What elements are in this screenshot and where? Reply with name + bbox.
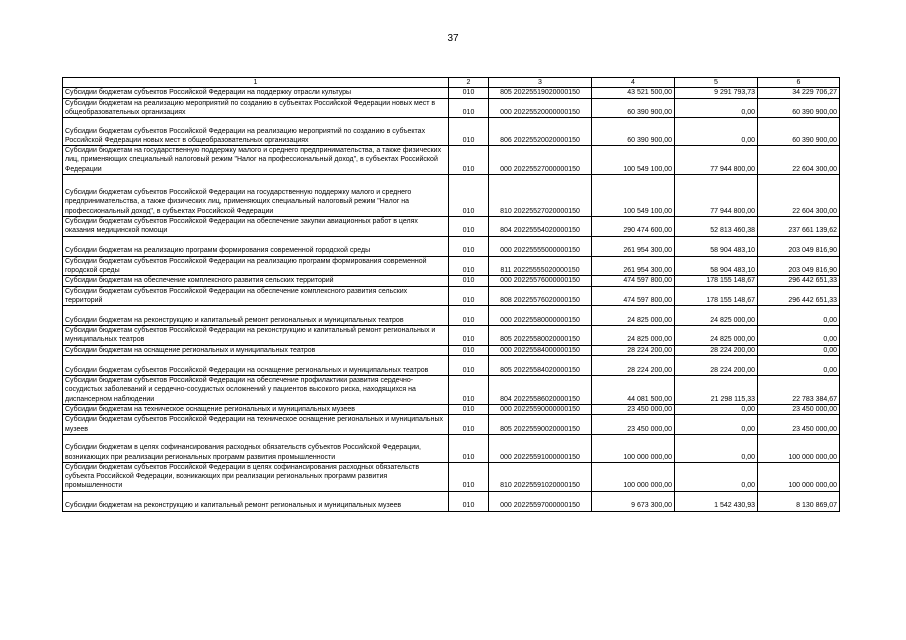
row-value-col-4: 44 081 500,00	[592, 376, 675, 405]
row-value-col-4: 24 825 000,00	[592, 306, 675, 326]
row-value-col-6: 60 390 900,00	[758, 98, 840, 118]
row-name-cell: Субсидии бюджетам субъектов Российской Федерации в целях софинансирования расходных обязательств субъекта Российской Федерации, возникающих при реализации региональных программ развития промышленности	[63, 462, 449, 491]
row-kbk-cell: 805 20225584020000150	[489, 356, 592, 376]
row-name-cell: Субсидии бюджетам субъектов Российской Федерации на оснащение региональных и муниципальных театров	[63, 356, 449, 376]
row-value-col-5: 178 155 148,67	[675, 286, 758, 306]
row-kbk-cell: 000 20225580000000150	[489, 306, 592, 326]
row-value-col-4: 28 224 200,00	[592, 345, 675, 355]
table-row	[63, 236, 840, 256]
row-name-cell: Субсидии бюджетам на реконструкцию и капитальный ремонт региональных и муниципальных театров	[63, 306, 449, 326]
row-code-cell: 010	[449, 217, 489, 237]
table-row	[63, 326, 840, 346]
row-name-cell: Субсидии бюджетам субъектов Российской Федерации на реализацию программ формирования современной городской среды	[63, 256, 449, 276]
row-value-col-5: 0,00	[675, 415, 758, 435]
row-code-cell: 010	[449, 276, 489, 286]
row-name-cell: Субсидии бюджетам на обеспечение комплексного развития сельских территорий	[63, 276, 449, 286]
header-col-6: 6	[758, 78, 840, 88]
row-value-col-5: 0,00	[675, 98, 758, 118]
header-col-4: 4	[592, 78, 675, 88]
row-kbk-cell: 000 20225576000000150	[489, 276, 592, 286]
row-code-cell: 010	[449, 491, 489, 511]
table-row	[63, 98, 840, 118]
table-row	[63, 376, 840, 405]
table-row	[63, 175, 840, 217]
row-name-cell: Субсидии бюджетам субъектов Российской Федерации на поддержку отрасли культуры	[63, 88, 449, 98]
row-value-col-5: 24 825 000,00	[675, 326, 758, 346]
table-row	[63, 217, 840, 237]
row-name-cell: Субсидии бюджетам на оснащение региональных и муниципальных театров	[63, 345, 449, 355]
row-code-cell: 010	[449, 356, 489, 376]
row-value-col-4: 261 954 300,00	[592, 256, 675, 276]
row-name-cell: Субсидии бюджетам субъектов Российской Федерации на обеспечение комплексного развития сельских территорий	[63, 286, 449, 306]
row-value-col-4: 100 000 000,00	[592, 434, 675, 462]
row-kbk-cell: 810 20225527020000150	[489, 175, 592, 217]
row-value-col-4: 23 450 000,00	[592, 415, 675, 435]
row-code-cell: 010	[449, 88, 489, 98]
row-value-col-4: 28 224 200,00	[592, 356, 675, 376]
row-value-col-5: 77 944 800,00	[675, 146, 758, 175]
row-kbk-cell: 808 20225576020000150	[489, 286, 592, 306]
row-value-col-4: 23 450 000,00	[592, 404, 675, 414]
row-code-cell: 010	[449, 404, 489, 414]
row-name-cell: Субсидии бюджетам субъектов Российской Федерации на обеспечение закупки авиационных работ в целях оказания медицинской помощи	[63, 217, 449, 237]
row-value-col-5: 28 224 200,00	[675, 345, 758, 355]
row-value-col-4: 9 673 300,00	[592, 491, 675, 511]
row-value-col-6: 203 049 816,90	[758, 256, 840, 276]
row-value-col-6: 203 049 816,90	[758, 236, 840, 256]
table-row	[63, 306, 840, 326]
table-row	[63, 491, 840, 511]
row-value-col-5: 21 298 115,33	[675, 376, 758, 405]
row-kbk-cell: 804 20225586020000150	[489, 376, 592, 405]
row-value-col-5: 28 224 200,00	[675, 356, 758, 376]
row-kbk-cell: 000 20225527000000150	[489, 146, 592, 175]
row-value-col-6: 0,00	[758, 345, 840, 355]
row-code-cell: 010	[449, 175, 489, 217]
table-row	[63, 286, 840, 306]
row-value-col-6: 8 130 869,07	[758, 491, 840, 511]
row-code-cell: 010	[449, 306, 489, 326]
row-code-cell: 010	[449, 236, 489, 256]
row-value-col-5: 1 542 430,93	[675, 491, 758, 511]
row-value-col-4: 100 549 100,00	[592, 146, 675, 175]
row-name-cell: Субсидии бюджетам в целях софинансирования расходных обязательств субъектов Российской Федерации, возникающих при реализации региональных программ развития промышленности	[63, 434, 449, 462]
row-value-col-4: 60 390 900,00	[592, 98, 675, 118]
table-row	[63, 404, 840, 414]
row-value-col-6: 23 450 000,00	[758, 404, 840, 414]
row-value-col-5: 52 813 460,38	[675, 217, 758, 237]
table-row	[63, 462, 840, 491]
table-header	[63, 78, 840, 88]
table-row	[63, 88, 840, 98]
row-kbk-cell: 804 20225554020000150	[489, 217, 592, 237]
row-value-col-4: 100 549 100,00	[592, 175, 675, 217]
row-kbk-cell: 811 20225555020000150	[489, 256, 592, 276]
table-row	[63, 276, 840, 286]
row-value-col-6: 100 000 000,00	[758, 462, 840, 491]
table-row	[63, 146, 840, 175]
header-col-3: 3	[489, 78, 592, 88]
row-value-col-6: 60 390 900,00	[758, 118, 840, 146]
row-value-col-6: 0,00	[758, 326, 840, 346]
row-kbk-cell: 805 20225580020000150	[489, 326, 592, 346]
row-value-col-4: 474 597 800,00	[592, 286, 675, 306]
table-row	[63, 256, 840, 276]
row-value-col-5: 9 291 793,73	[675, 88, 758, 98]
row-code-cell: 010	[449, 146, 489, 175]
row-code-cell: 010	[449, 256, 489, 276]
table-row	[63, 434, 840, 462]
row-name-cell: Субсидии бюджетам субъектов Российской Федерации на реализацию мероприятий по созданию в субъектах Российской Федерации новых мест в общеобразовательных организациях	[63, 118, 449, 146]
row-kbk-cell: 000 20225555000000150	[489, 236, 592, 256]
page-number: 37	[447, 33, 459, 44]
row-value-col-6: 22 783 384,67	[758, 376, 840, 405]
row-kbk-cell: 806 20225520020000150	[489, 118, 592, 146]
table-body	[63, 88, 840, 511]
row-code-cell: 010	[449, 345, 489, 355]
row-name-cell: Субсидии бюджетам на техническое оснащение региональных и муниципальных музеев	[63, 404, 449, 414]
row-value-col-6: 0,00	[758, 356, 840, 376]
header-row	[63, 78, 840, 88]
row-code-cell: 010	[449, 376, 489, 405]
row-value-col-5: 0,00	[675, 462, 758, 491]
table-row	[63, 356, 840, 376]
row-name-cell: Субсидии бюджетам субъектов Российской Федерации на техническое оснащение региональных и муниципальных музеев	[63, 415, 449, 435]
row-value-col-4: 60 390 900,00	[592, 118, 675, 146]
row-kbk-cell: 805 20225590020000150	[489, 415, 592, 435]
row-code-cell: 010	[449, 415, 489, 435]
table-row	[63, 415, 840, 435]
row-value-col-5: 0,00	[675, 404, 758, 414]
row-value-col-5: 77 944 800,00	[675, 175, 758, 217]
row-name-cell: Субсидии бюджетам на реконструкцию и капитальный ремонт региональных и муниципальных музеев	[63, 491, 449, 511]
row-kbk-cell: 805 20225519020000150	[489, 88, 592, 98]
row-kbk-cell: 000 20225597000000150	[489, 491, 592, 511]
header-col-2: 2	[449, 78, 489, 88]
row-name-cell: Субсидии бюджетам субъектов Российской Федерации на государственную поддержку малого и среднего предпринимательства, а также физических лиц, применяющих специальный налоговый режим "Налог на профессиональный доход", в субъектах Российской Федерации	[63, 175, 449, 217]
row-value-col-4: 100 000 000,00	[592, 462, 675, 491]
row-value-col-6: 296 442 651,33	[758, 286, 840, 306]
row-kbk-cell: 810 20225591020000150	[489, 462, 592, 491]
row-code-cell: 010	[449, 286, 489, 306]
table-row	[63, 118, 840, 146]
header-col-1: 1	[63, 78, 449, 88]
table-row	[63, 345, 840, 355]
row-value-col-6: 23 450 000,00	[758, 415, 840, 435]
row-name-cell: Субсидии бюджетам на государственную поддержку малого и среднего предпринимательства, а также физических лиц, применяющих специальный налоговый режим "Налог на профессиональный доход", в субъектах Российской Федерации	[63, 146, 449, 175]
row-name-cell: Субсидии бюджетам субъектов Российской Федерации на реконструкцию и капитальный ремонт региональных и муниципальных театров	[63, 326, 449, 346]
row-value-col-5: 0,00	[675, 434, 758, 462]
row-value-col-5: 0,00	[675, 118, 758, 146]
row-value-col-4: 43 521 500,00	[592, 88, 675, 98]
row-value-col-6: 22 604 300,00	[758, 175, 840, 217]
row-value-col-5: 178 155 148,67	[675, 276, 758, 286]
row-value-col-4: 24 825 000,00	[592, 326, 675, 346]
row-value-col-4: 290 474 600,00	[592, 217, 675, 237]
row-value-col-4: 261 954 300,00	[592, 236, 675, 256]
row-value-col-6: 22 604 300,00	[758, 146, 840, 175]
row-kbk-cell: 000 20225584000000150	[489, 345, 592, 355]
row-code-cell: 010	[449, 326, 489, 346]
row-value-col-5: 58 904 483,10	[675, 236, 758, 256]
row-name-cell: Субсидии бюджетам субъектов Российской Федерации на обеспечение профилактики развития сердечно-сосудистых заболеваний и сердечно-сосудистых осложнений у пациентов высокого риска, находящихся на диспансерном наблюдении	[63, 376, 449, 405]
row-value-col-6: 34 229 706,27	[758, 88, 840, 98]
row-value-col-6: 100 000 000,00	[758, 434, 840, 462]
row-code-cell: 010	[449, 434, 489, 462]
row-value-col-6: 237 661 139,62	[758, 217, 840, 237]
row-kbk-cell: 000 20225590000000150	[489, 404, 592, 414]
row-kbk-cell: 000 20225520000000150	[489, 98, 592, 118]
row-code-cell: 010	[449, 462, 489, 491]
row-value-col-5: 58 904 483,10	[675, 256, 758, 276]
row-code-cell: 010	[449, 98, 489, 118]
header-col-5: 5	[675, 78, 758, 88]
row-value-col-6: 0,00	[758, 306, 840, 326]
row-kbk-cell: 000 20225591000000150	[489, 434, 592, 462]
row-value-col-5: 24 825 000,00	[675, 306, 758, 326]
budget-execution-table	[62, 77, 840, 512]
row-code-cell: 010	[449, 118, 489, 146]
row-name-cell: Субсидии бюджетам на реализацию программ формирования современной городской среды	[63, 236, 449, 256]
row-name-cell: Субсидии бюджетам на реализацию мероприятий по созданию в субъектах Российской Федерации новых мест в общеобразовательных организациях	[63, 98, 449, 118]
row-value-col-6: 296 442 651,33	[758, 276, 840, 286]
row-value-col-4: 474 597 800,00	[592, 276, 675, 286]
